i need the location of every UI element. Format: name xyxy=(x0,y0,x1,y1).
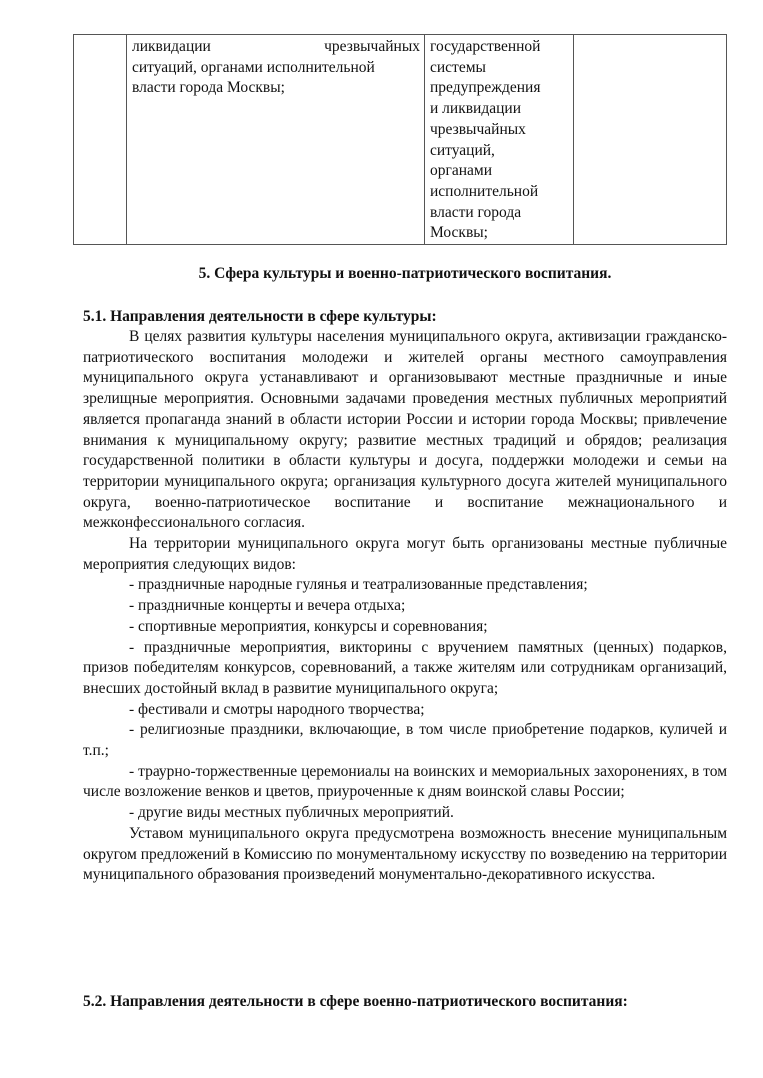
list-item: - траурно-торжественные церемониалы на воинских и мемориальных захоронениях, в том числе возложение венков и цветов, приуроченные к дням воинской славы России; xyxy=(83,762,727,801)
table-cell-empty xyxy=(574,35,727,245)
cell-line: чрезвычайных xyxy=(430,120,526,138)
list-item: - праздничные концерты и вечера отдыха; xyxy=(129,597,406,615)
table-cell-text xyxy=(425,35,574,245)
list-item: - фестивали и смотры народного творчества; xyxy=(129,700,425,718)
cell-line: ликвидации чрезвычайных xyxy=(132,38,420,55)
subsection-title: 5.1. Направления деятельности в сфере культуры: xyxy=(83,308,437,325)
paragraph: Уставом муниципального округа предусмотрена возможность внесение муниципальным округом предложений в Комиссию по монументальному искусству по возведению на территории муниципального образования произведений монументально-декоративного искусства. xyxy=(83,824,727,884)
paragraph: В целях развития культуры населения муниципального округа, активизации гражданско-патриотического воспитания молодежи и жителей органы местного самоуправления муниципального округа устанавливают и организовывают местные праздничные и иные зрелищные мероприятия. Основными задачами проведения местных публичных мероприятий является пропаганда знаний в области истории России и истории города Москвы; привлечение внимания к муниципальному округу; развитие местных традиций и обрядов; реализация государственной политики в области культуры и досуга, поддержки молодежи и семьи на территории муниципального округа; организация культурного досуга жителей муниципального округа, военно-патриотическое воспитание и воспитание межнационального и межконфессионального согласия. xyxy=(83,328,727,532)
cell-line: и ликвидации xyxy=(430,100,521,118)
cell-line: органами xyxy=(430,162,493,180)
section-body xyxy=(83,327,727,886)
cell-line: ситуаций, органами исполнительной xyxy=(132,58,375,76)
cell-line: ситуаций, xyxy=(430,141,495,159)
list-item: - праздничные народные гулянья и театрализованные представления; xyxy=(129,576,588,594)
cell-line: власти города xyxy=(430,203,522,221)
paragraph: На территории муниципального округа могут быть организованы местные публичные мероприятия следующих видов: xyxy=(83,535,727,573)
table-row xyxy=(74,35,727,245)
cell-line: государственной xyxy=(430,38,541,55)
cell-line: исполнительной xyxy=(430,182,539,200)
list-item: - религиозные праздники, включающие, в том числе приобретение подарков, куличей и т.п.; xyxy=(83,721,727,760)
list-item: - другие виды местных публичных мероприятий. xyxy=(129,804,454,822)
cell-line: предупреждения xyxy=(430,79,541,97)
cell-line: власти города Москвы; xyxy=(132,79,285,97)
list-item: - спортивные мероприятия, конкурсы и соревнования; xyxy=(129,617,488,635)
cell-line: системы xyxy=(430,58,486,76)
table-cell-text xyxy=(127,35,425,245)
section-title: 5. Сфера культуры и военно-патриотического воспитания. xyxy=(198,265,612,282)
cell-line: Москвы; xyxy=(430,224,488,242)
list-item: - праздничные мероприятия, викторины с вручением памятных (ценных) подарков, призов победителям конкурсов, соревнований, а также жителям или сотрудникам организаций, внесших достойный вклад в развитие муниципального округа; xyxy=(83,638,727,697)
table-fragment xyxy=(73,34,727,245)
table-cell-number xyxy=(74,35,127,245)
subsection-title: 5.2. Направления деятельности в сфере военно-патриотического воспитания: xyxy=(83,993,628,1010)
